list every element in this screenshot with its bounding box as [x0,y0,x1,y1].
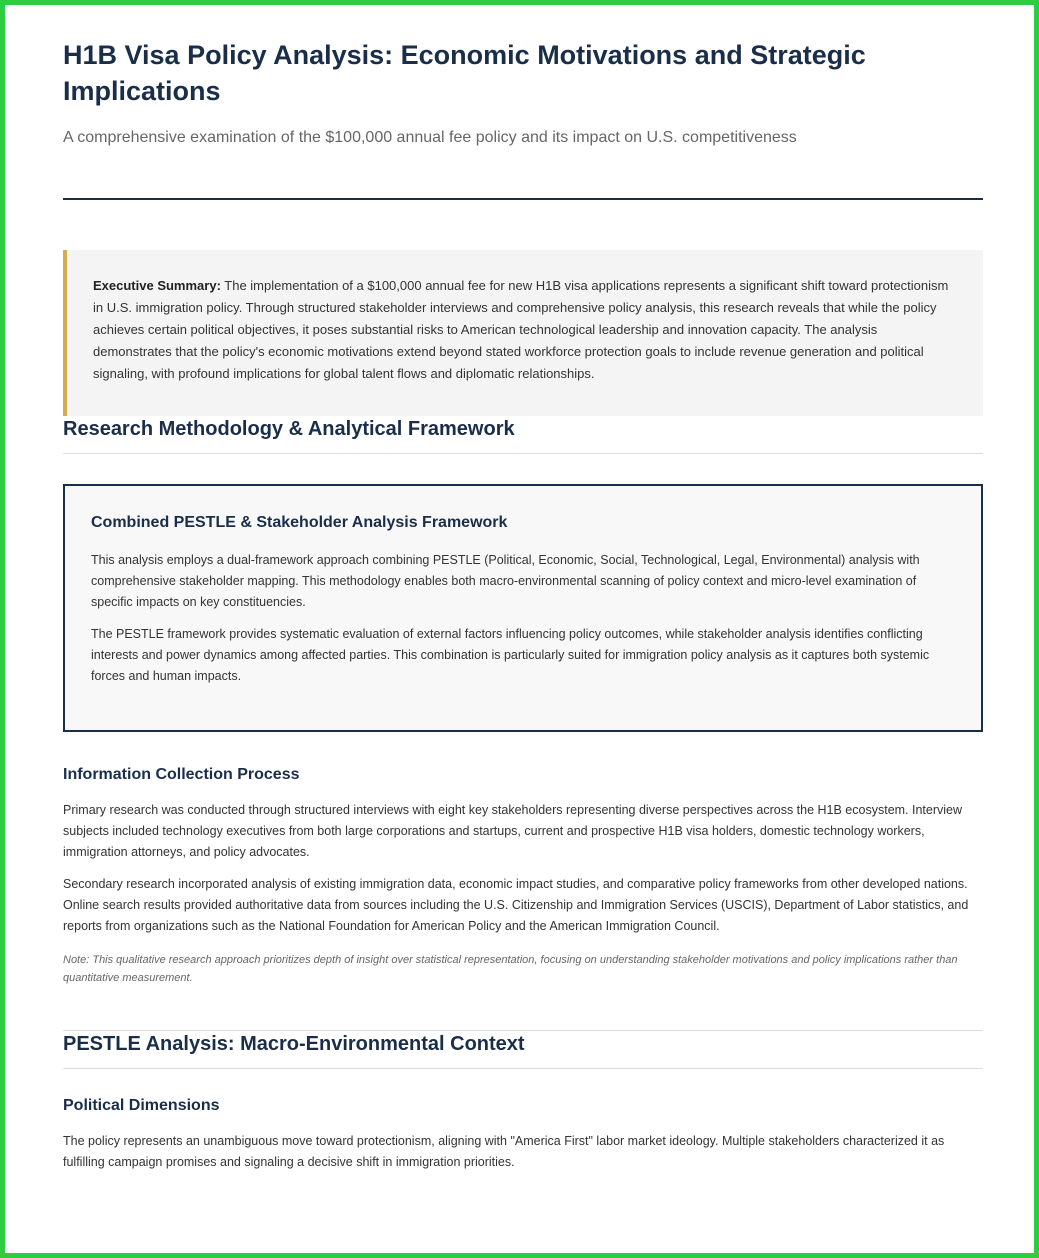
collection-paragraph: Primary research was conducted through structured interviews with eight key stakeholders representing diverse perspectives across the H1B ecosystem. Interview subjects included technology executives from both large corporations and startups, current and prospective H1B visa holders, domestic technology workers, immigration attorneys, and policy advocates. [63,803,963,859]
methodology-note: Note: This qualitative research approach prioritizes depth of insight over statistical representation, focusing on understanding stakeholder motivations and policy implications rather than quantitative measurement. [63,954,958,984]
pestle-heading: PESTLE Analysis: Macro-Environmental Context [63,1031,983,1069]
collection-heading: Information Collection Process [63,766,300,783]
document-content [63,35,983,1184]
executive-summary-label: Executive Summary: [93,278,221,293]
framework-box [63,484,983,732]
collection-paragraph: Secondary research incorporated analysis of existing immigration data, economic impact studies, and comparative policy frameworks from other developed nations. Online search results provided authoritative data from sources including the U.S. Citizenship and Immigration Services (USCIS), Department of Labor statistics, and reports from organizations such as the National Foundation for American Policy and the American Immigration Council. [63,877,969,933]
framework-paragraph: This analysis employs a dual-framework approach combining PESTLE (Political, Economic, Social, Technological, Legal, Environmental) analysis with comprehensive stakeholder mapping. This methodology enables both macro-environmental scanning of policy context and micro-level examination of specific impacts on key constituencies. [91,553,920,609]
framework-paragraph: The PESTLE framework provides systematic evaluation of external factors influencing policy outcomes, while stakeholder analysis identifies conflicting interests and power dynamics among affected parties. This combination is particularly suited for immigration policy analysis as it captures both systemic forces and human impacts. [91,627,930,683]
executive-summary-callout [63,250,983,416]
political-heading: Political Dimensions [63,1097,220,1114]
header-divider [63,198,983,200]
framework-box-title: Combined PESTLE & Stakeholder Analysis Framework [91,514,508,531]
page-title: H1B Visa Policy Analysis: Economic Motivations and Strategic Implications [63,40,866,106]
executive-summary-text: The implementation of a $100,000 annual fee for new H1B visa applications represents a significant shift toward protectionism in U.S. immigration policy. Through structured stakeholder interviews and comprehensive policy analysis, this research reveals that while the policy achieves certain political objectives, it poses substantial risks to American technological leadership and innovation capacity. The analysis demonstrates that the policy's economic motivations extend beyond stated workforce protection goals to include revenue generation and political signaling, with profound implications for global talent flows and diplomatic relationships. [93,278,949,381]
methodology-heading: Research Methodology & Analytical Framework [63,416,983,454]
page-subtitle: A comprehensive examination of the $100,000 annual fee policy and its impact on U.S. competitiveness [63,129,797,146]
political-paragraph: The policy represents an unambiguous move toward protectionism, aligning with "America First" labor market ideology. Multiple stakeholders characterized it as fulfilling campaign promises and signaling a decisive shift in immigration priorities. [63,1134,945,1169]
